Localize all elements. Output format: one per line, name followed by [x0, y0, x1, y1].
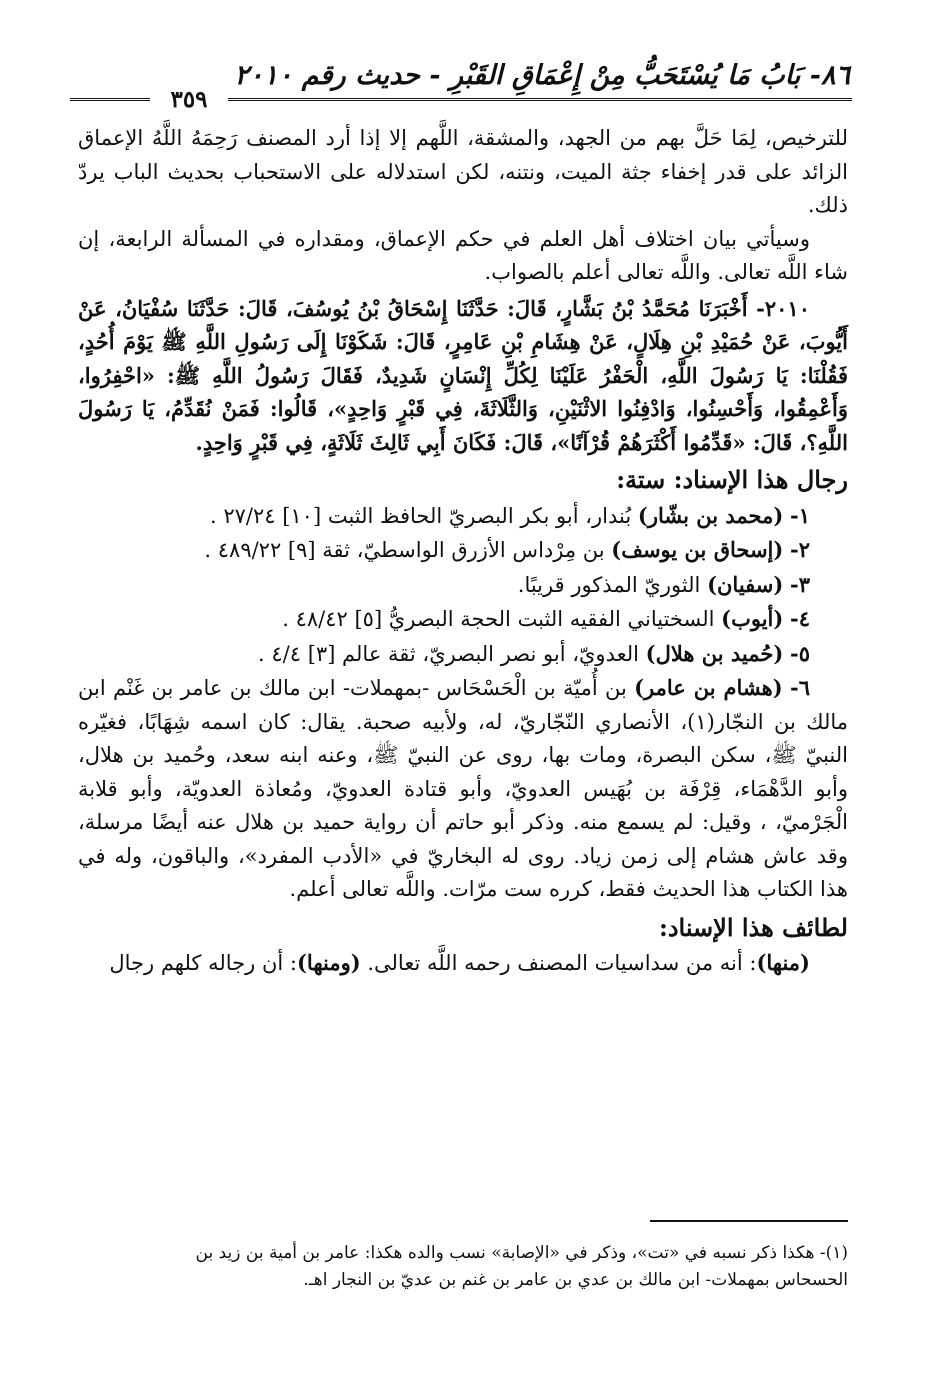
narrator-item	[78, 671, 848, 907]
subtlety-text-2: : أن رجاله كلهم رجال	[109, 951, 297, 975]
narrator-name: (سفيان)	[707, 571, 784, 597]
footnote-line-1: (١)- هكذا ذكر نسبه في «تت»، وذكر في «الإصابة» نسب والده هكذا: عامر بن أمية بن زيد بن	[195, 1243, 848, 1263]
paragraph-commentary: للترخيص، لِمَا حَلَّ بهم من الجهد، والمشقة، اللَّهم إلا إذا أرد المصنف رَحِمَهُ اللَّهُ الإعماق الزائد على قدر إخفاء جثة الميت، ونتنه، لكن استدلاله على الاستحباب بحديث الباب يردّ ذلك.	[78, 126, 848, 217]
narrator-details: بن أُميّة بن الْحَسْحَاس -بمهملات- ابن مالك بن عامر بن غَنْم ابن مالك بن النجّار(١)، الأنصاري النّجّاريّ، له، ولأبيه صحبة. يقال: كان اسمه شِهَابًا، فغيّره النبيّ ﷺ، سكن البصرة، ومات بها، روى عن النبيّ ﷺ، وعنه ابنه سعد، وحُميد بن هلال، وأبو الدَّهْمَاء، قِرْفَة بن بُهَيس العدويّ، وأبو قتادة العدويّ، ومُعاذة العدويّة، وأبو قلابة الْجَرْميّ، ، وقيل: لم يسمع منه. وذكر أبو حاتم أن رواية حميد بن هلال عنه أيضًا مرسلة، وقد عاش هشام إلى زمن زياد. روى له البخاريّ في «الأدب المفرد»، والباقون، وله في هذا الكتاب هذا الحديث فقط، كرره ست مرّات. واللَّه تعالى أعلم.	[78, 676, 848, 901]
narrator-details: بن مِرْداس الأزرق الواسطيّ، ثقة [٩] ٤٨٩/٢٢ .	[204, 538, 612, 562]
page-number: ٣٥٩	[170, 86, 208, 113]
subtlety-label-2: (ومنها)	[296, 950, 361, 975]
subtleties-paragraph	[78, 946, 848, 981]
narrator-name: (أيوب)	[721, 606, 784, 631]
footnote-line-2: الحسحاس بمهملات- ابن مالك بن عدي بن عامر بن غنم بن عديّ بن النجار اهـ.	[303, 1270, 848, 1290]
narrator-number: ٣-	[790, 571, 810, 597]
narrator-details: العدويّ، أبو نصر البصريّ، ثقة عالم [٣] ٤/٤ .	[258, 641, 646, 666]
narrator-item	[78, 568, 848, 603]
footnote-separator	[650, 1220, 848, 1222]
narrator-details: السختياني الفقيه الثبت الحجة البصريُّ [٥] ٤٨/٤٢ .	[282, 607, 722, 631]
main-text	[78, 122, 848, 981]
section-title-subtleties: لطائف هذا الإسناد:	[658, 912, 848, 942]
narrator-name: (إسحاق بن يوسف)	[611, 537, 784, 562]
narrator-details: الثوريّ المذكور قريبًا.	[517, 572, 708, 597]
footnotes	[78, 1240, 848, 1294]
narrator-number: ٢-	[790, 537, 810, 562]
narrator-name: (حُميد بن هلال)	[645, 640, 784, 666]
subtlety-label-1: (منها)	[756, 950, 810, 975]
narrator-item	[78, 602, 848, 637]
narrator-item	[78, 637, 848, 672]
narrator-item	[78, 533, 848, 568]
narrator-number: ٥-	[790, 640, 810, 666]
section-title-narrators: رجال هذا الإسناد: ستة:	[616, 465, 848, 494]
narrator-number: ٤-	[790, 606, 810, 631]
narrator-name: (محمد بن بشّار)	[637, 502, 784, 528]
header-rule-right	[228, 98, 852, 105]
subtlety-text-1: : أنه من سداسيات المصنف رحمه اللَّه تعالى.	[360, 951, 757, 975]
header-title: ٨٦- بَابُ مَا يُسْتَحَبُّ مِنْ إِعْمَاقِ القَبْرِ - حديث رقم ٢٠١٠	[234, 59, 850, 91]
narrator-number: ١-	[790, 502, 810, 528]
paragraph-commentary-2: وسيأتي بيان اختلاف أهل العلم في حكم الإعماق، ومقداره في المسألة الرابعة، إن شاء اللَّه تعالى. واللَّه تعالى أعلم بالصواب.	[78, 226, 848, 284]
hadith-text: ٢٠١٠- أَخْبَرَنَا مُحَمَّدُ بْنُ بَشَّارٍ، قَالَ: حَدَّثَنَا إِسْحَاقُ بْنُ يُوسُفَ، قَالَ: حَدَّثَنَا سُفْيَانُ، عَنْ أَيُّوبَ، عَنْ حُمَيْدِ بْنِ هِلَالٍ، عَنْ هِشَامِ بْنِ عَامِرٍ، قَالَ: شَكَوْنَا إِلَى رَسُولِ اللَّهِ ﷺ يَوْمَ أُحُدٍ، فَقُلْنَا: يَا رَسُولَ اللَّهِ، الْحَفْرُ عَلَيْنَا لِكُلِّ إِنْسَانٍ شَدِيدٌ، فَقَالَ رَسُولُ اللَّهِ ﷺ: «احْفِرُوا، وَأَعْمِقُوا، وَأَحْسِنُوا، وَادْفِنُوا الاثْنَيْنِ، وَالثَّلَاثَةَ، فِي قَبْرٍ وَاحِدٍ»، قَالُوا: فَمَنْ نُقَدِّمُ، يَا رَسُولَ اللَّهِ؟، قَالَ: «قَدِّمُوا أَكْثَرَهُمْ قُرْآنًا»، قَالَ: فَكَانَ أَبِي ثَالِثَ ثَلَاثَةٍ، فِي قَبْرٍ وَاحِدٍ.	[78, 295, 848, 455]
header-rule-left	[70, 98, 150, 105]
narrator-name: (هشام بن عامر)	[634, 675, 783, 700]
narrator-number: ٦-	[789, 675, 810, 700]
narrator-details: بُندار، أبو بكر البصريّ الحافظ الثبت [١٠] ٢٧/٢٤ .	[209, 503, 638, 528]
narrator-item	[78, 499, 848, 534]
